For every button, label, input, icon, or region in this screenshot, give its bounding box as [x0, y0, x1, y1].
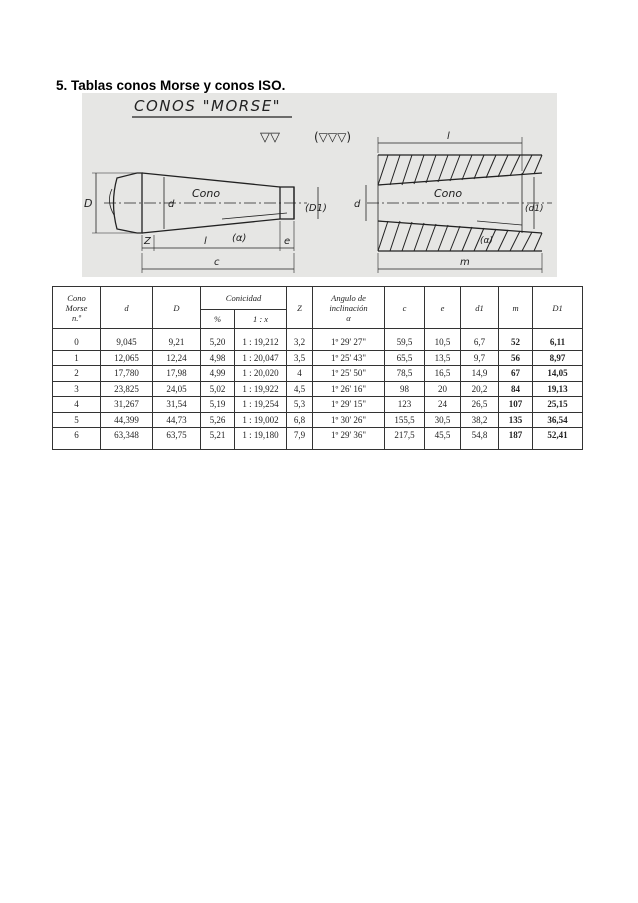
table-cell: 31,54 — [153, 397, 201, 413]
table-cell: 13,5 — [425, 350, 461, 366]
header-cono: Cono Morse n.º — [53, 287, 101, 329]
table-cell: 24 — [425, 397, 461, 413]
label-d1: (d1) — [525, 204, 544, 214]
table-cell: 3 — [53, 381, 101, 397]
sleeve-top-inner — [378, 173, 542, 185]
table-cell: 5,20 — [201, 329, 235, 351]
table-cell: 31,267 — [101, 397, 153, 413]
table-cell: 3,2 — [287, 329, 313, 351]
table-cell: 8,97 — [533, 350, 583, 366]
table-cell: 20 — [425, 381, 461, 397]
table-cell: 26,5 — [461, 397, 499, 413]
table-cell: 52 — [499, 329, 533, 351]
table-cell: 5,21 — [201, 428, 235, 450]
header-e: e — [425, 287, 461, 329]
table-cell: 6 — [53, 428, 101, 450]
morse-cone-table — [52, 286, 583, 450]
table-cell: 1º 26' 16" — [313, 381, 385, 397]
table-cell: 1º 25' 50" — [313, 366, 385, 382]
table-cell: 63,348 — [101, 428, 153, 450]
header-pct: % — [201, 310, 235, 329]
table-cell: 5,26 — [201, 412, 235, 428]
finish-symbol-left: ▽▽ — [260, 130, 280, 145]
alpha-line — [222, 213, 287, 219]
table-cell: 155,5 — [385, 412, 425, 428]
table-cell: 1 : 19,922 — [235, 381, 287, 397]
table-cell: 24,05 — [153, 381, 201, 397]
table-cell: 23,825 — [101, 381, 153, 397]
label-Z: Z — [144, 236, 151, 247]
table-cell: 44,73 — [153, 412, 201, 428]
table-cell: 65,5 — [385, 350, 425, 366]
header-Z: Z — [287, 287, 313, 329]
table-cell: 1 : 19,212 — [235, 329, 287, 351]
table-cell: 30,5 — [425, 412, 461, 428]
table-cell: 1º 29' 36" — [313, 428, 385, 450]
section-heading: 5. Tablas conos Morse y conos ISO. — [56, 78, 286, 93]
label-d-right: d — [354, 199, 361, 210]
table-cell: 1º 25' 43" — [313, 350, 385, 366]
table-cell: 16,5 — [425, 366, 461, 382]
table-cell: 0 — [53, 329, 101, 351]
label-cono-left: Cono — [192, 187, 221, 200]
table-cell: 12,065 — [101, 350, 153, 366]
label-l-left: l — [204, 236, 207, 247]
finish-symbol-right: (▽▽▽) — [314, 130, 352, 144]
table-cell: 1º 29' 27" — [313, 329, 385, 351]
label-alpha: (α) — [232, 233, 247, 244]
label-e: e — [284, 236, 291, 247]
table-cell: 187 — [499, 428, 533, 450]
header-d: d — [101, 287, 153, 329]
table-cell: 25,15 — [533, 397, 583, 413]
table-body — [53, 329, 583, 450]
table-cell: 135 — [499, 412, 533, 428]
label-D1: (D1) — [305, 203, 327, 214]
header-c: c — [385, 287, 425, 329]
table-cell: 123 — [385, 397, 425, 413]
table-row — [53, 428, 583, 450]
table-cell: 4,98 — [201, 350, 235, 366]
table-cell: 17,780 — [101, 366, 153, 382]
table-cell: 45,5 — [425, 428, 461, 450]
table-cell: 7,9 — [287, 428, 313, 450]
table-cell: 84 — [499, 381, 533, 397]
table-row — [53, 397, 583, 413]
label-l-right: l — [447, 131, 450, 142]
technical-drawing — [82, 93, 557, 277]
table-cell: 63,75 — [153, 428, 201, 450]
label-alpha-right: (α) — [480, 236, 493, 246]
label-cono-right: Cono — [434, 187, 463, 200]
table-cell: 52,41 — [533, 428, 583, 450]
table-cell: 9,045 — [101, 329, 153, 351]
label-d: d — [168, 199, 175, 210]
table-cell: 2 — [53, 366, 101, 382]
header-ratio: 1 : x — [235, 310, 287, 329]
table-cell: 5,02 — [201, 381, 235, 397]
table-cell: 98 — [385, 381, 425, 397]
table-cell: 1 : 20,020 — [235, 366, 287, 382]
table-cell: 4 — [53, 397, 101, 413]
table-cell: 1 : 20,047 — [235, 350, 287, 366]
header-d1: d1 — [461, 287, 499, 329]
table-cell: 17,98 — [153, 366, 201, 382]
label-c: c — [214, 257, 220, 268]
table-cell: 59,5 — [385, 329, 425, 351]
header-D1: D1 — [533, 287, 583, 329]
header-angulo: Angulo de inclinación α — [313, 287, 385, 329]
table-cell: 1º 30' 26" — [313, 412, 385, 428]
table-cell: 1 : 19,254 — [235, 397, 287, 413]
table-cell: 4 — [287, 366, 313, 382]
table-cell: 1 : 19,180 — [235, 428, 287, 450]
table-cell: 4,5 — [287, 381, 313, 397]
label-D: D — [84, 197, 93, 210]
header-conicidad: Conicidad — [201, 287, 287, 310]
table-cell: 10,5 — [425, 329, 461, 351]
drawing-title: CONOS "MORSE" — [134, 97, 282, 115]
sleeve-bottom-inner — [378, 221, 542, 233]
header-m: m — [499, 287, 533, 329]
table-cell: 19,13 — [533, 381, 583, 397]
cone-top-edge — [142, 173, 280, 187]
morse-table-container — [52, 286, 582, 462]
table-cell: 6,7 — [461, 329, 499, 351]
header-D: D — [153, 287, 201, 329]
table-cell: 4,99 — [201, 366, 235, 382]
table-cell: 5,19 — [201, 397, 235, 413]
table-row — [53, 366, 583, 382]
table-cell: 1 — [53, 350, 101, 366]
table-cell: 5 — [53, 412, 101, 428]
table-cell: 38,2 — [461, 412, 499, 428]
table-row — [53, 412, 583, 428]
table-row — [53, 350, 583, 366]
table-cell: 12,24 — [153, 350, 201, 366]
table-cell: 1 : 19,002 — [235, 412, 287, 428]
table-cell: 14,05 — [533, 366, 583, 382]
table-cell: 20,2 — [461, 381, 499, 397]
cone-bottom-edge — [142, 219, 280, 233]
table-cell: 1º 29' 15" — [313, 397, 385, 413]
table-cell: 217,5 — [385, 428, 425, 450]
table-row — [53, 381, 583, 397]
table-cell: 67 — [499, 366, 533, 382]
label-m: m — [460, 257, 470, 268]
table-cell: 6,11 — [533, 329, 583, 351]
table-cell: 9,7 — [461, 350, 499, 366]
table-row — [53, 329, 583, 351]
table-cell: 3,5 — [287, 350, 313, 366]
table-cell: 78,5 — [385, 366, 425, 382]
table-cell: 44,399 — [101, 412, 153, 428]
table-cell: 56 — [499, 350, 533, 366]
table-cell: 107 — [499, 397, 533, 413]
table-cell: 14,9 — [461, 366, 499, 382]
table-cell: 9,21 — [153, 329, 201, 351]
morse-cone-drawing — [82, 93, 557, 277]
table-cell: 6,8 — [287, 412, 313, 428]
table-cell: 36,54 — [533, 412, 583, 428]
table-cell: 5,3 — [287, 397, 313, 413]
table-cell: 54,8 — [461, 428, 499, 450]
